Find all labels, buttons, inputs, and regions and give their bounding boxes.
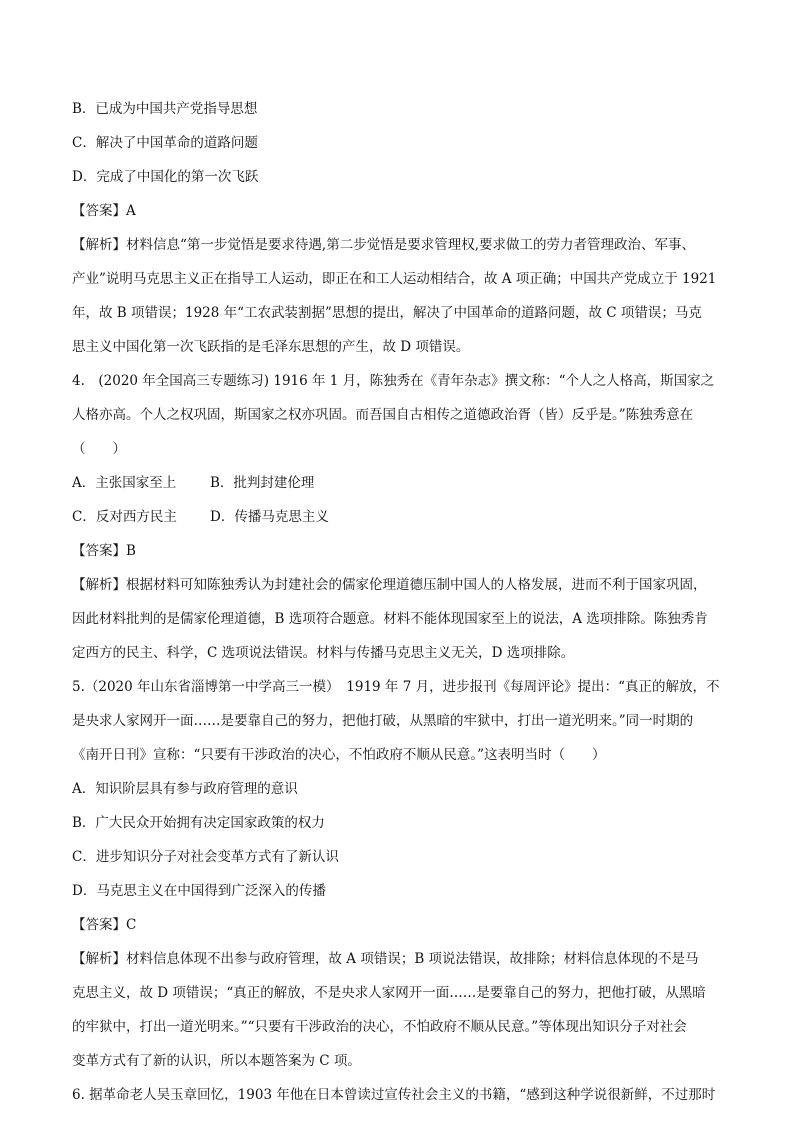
answer-tag: 【答案】 xyxy=(72,203,126,219)
q5-analysis-line: 克思主义，故 D 项错误；“真正的解放，不是央求人家网开一面……是要靠自己的努力，把他打破，从黑暗 xyxy=(72,985,706,1001)
answer-value: A xyxy=(126,203,136,219)
answer-value: C xyxy=(126,917,137,933)
q3-analysis-line xyxy=(72,233,722,258)
q3-analysis-line: 年，故 B 项错误；1928 年“工农武装割据”思想的提出，解决了中国革命的道路问题，故 C 项错误；马克 xyxy=(72,305,702,321)
q4-stem-line: （ ） xyxy=(72,441,126,457)
q5-answer xyxy=(72,913,722,938)
q3-analysis-line: 产业”说明马克思主义正在指导工人运动，即正在和工人运动相结合，故 A 项正确；中国共产党成立于 1921 xyxy=(72,271,717,287)
q3-analysis-line: 思主义中国化第一次飞跃指的是毛泽东思想的产生，故 D 项错误。 xyxy=(72,339,470,355)
analysis-tag: 【解析】 xyxy=(72,951,126,967)
q4-option-a: A．主张国家至上 xyxy=(72,475,177,491)
q5-analysis-line xyxy=(72,947,722,972)
q5-stem-line: 《南开日刊》宣称：“只要有干涉政治的决心，不怕政府不顺从民意。”这表明当时（ ） xyxy=(72,747,606,763)
answer-value: B xyxy=(126,543,136,559)
answer-tag: 【答案】 xyxy=(72,917,126,933)
analysis-text: 材料信息体现不出参与政府管理，故 A 项错误；B 项说法错误，故排除；材料信息体现的不是马 xyxy=(126,951,699,967)
q4-analysis-line xyxy=(72,573,722,598)
analysis-text: 材料信息“第一步觉悟是要求待遇,第二步觉悟是要求管理权,要求做工的劳力者管理政治、军事、 xyxy=(126,237,695,253)
q6-stem-line: 6. 据革命老人吴玉章回忆，1903 年他在日本曾读过宣传社会主义的书籍，“感到这种学说很新鲜，不过那时 xyxy=(72,1087,716,1103)
q4-stem-line: 人格亦高。个人之权巩固，斯国家之权亦巩固。而吾国自古相传之道德政治胥（皆）反乎是。”陈独秀意在 xyxy=(72,407,694,423)
q5-stem-line: 5.（2020 年山东省淄博第一中学高三一模） 1919 年 7 月，进步报刊《每周评论》提出：“真正的解放，不 xyxy=(72,679,720,695)
q5-option-d: D．马克思主义在中国得到广泛深入的传播 xyxy=(72,883,326,899)
q4-option-d: D．传播马克思主义 xyxy=(210,509,329,525)
q4-analysis-line: 因此材料批判的是儒家伦理道德，B 选项符合题意。材料不能体现国家至上的说法，A 选项排除。陈独秀肯 xyxy=(72,611,708,627)
q4-option-c: C．反对西方民主 xyxy=(72,509,177,525)
answer-tag: 【答案】 xyxy=(72,543,126,559)
q3-option-b: B．已成为中国共产党指导思想 xyxy=(72,101,258,117)
q4-analysis-line: 定西方的民主、科学，C 选项说法错误。材料与传播马克思主义无关，D 选项排除。 xyxy=(72,645,575,661)
q4-option-b: B．批判封建伦理 xyxy=(210,475,315,491)
q5-option-c: C．进步知识分子对社会变革方式有了新认识 xyxy=(72,849,339,865)
q4-stem-line: 4. (2020 年全国高三专题练习) 1916 年 1 月，陈独秀在《青年杂志》撰文称：“个人之人格高，斯国家之 xyxy=(72,373,715,389)
q4-options-row-1 xyxy=(72,471,722,496)
q5-option-b: B．广大民众开始拥有决定国家政策的权力 xyxy=(72,815,325,831)
q5-analysis-line: 变革方式有了新的认识，所以本题答案为 C 项。 xyxy=(72,1053,361,1069)
analysis-text: 根据材料可知陈独秀认为封建社会的儒家伦理道德压制中国人的人格发展，进而不利于国家巩固， xyxy=(126,577,707,593)
q4-answer xyxy=(72,539,722,564)
q5-analysis-line: 的牢狱中，打出一道光明来。”“只要有干涉政治的决心，不怕政府不顺从民意。”等体现出知识分子对社会 xyxy=(72,1019,687,1035)
q3-answer xyxy=(72,199,722,224)
q3-option-c: C．解决了中国革命的道路问题 xyxy=(72,135,258,151)
q4-options-row-2 xyxy=(72,505,722,530)
q5-stem-line: 是央求人家网开一面……是要靠自己的努力，把他打破，从黑暗的牢狱中，打出一道光明来。”同一时期的 xyxy=(72,713,694,729)
q5-option-a: A．知识阶层具有参与政府管理的意识 xyxy=(72,781,298,797)
q3-option-d: D．完成了中国化的第一次飞跃 xyxy=(72,169,259,185)
analysis-tag: 【解析】 xyxy=(72,577,126,593)
analysis-tag: 【解析】 xyxy=(72,237,126,253)
